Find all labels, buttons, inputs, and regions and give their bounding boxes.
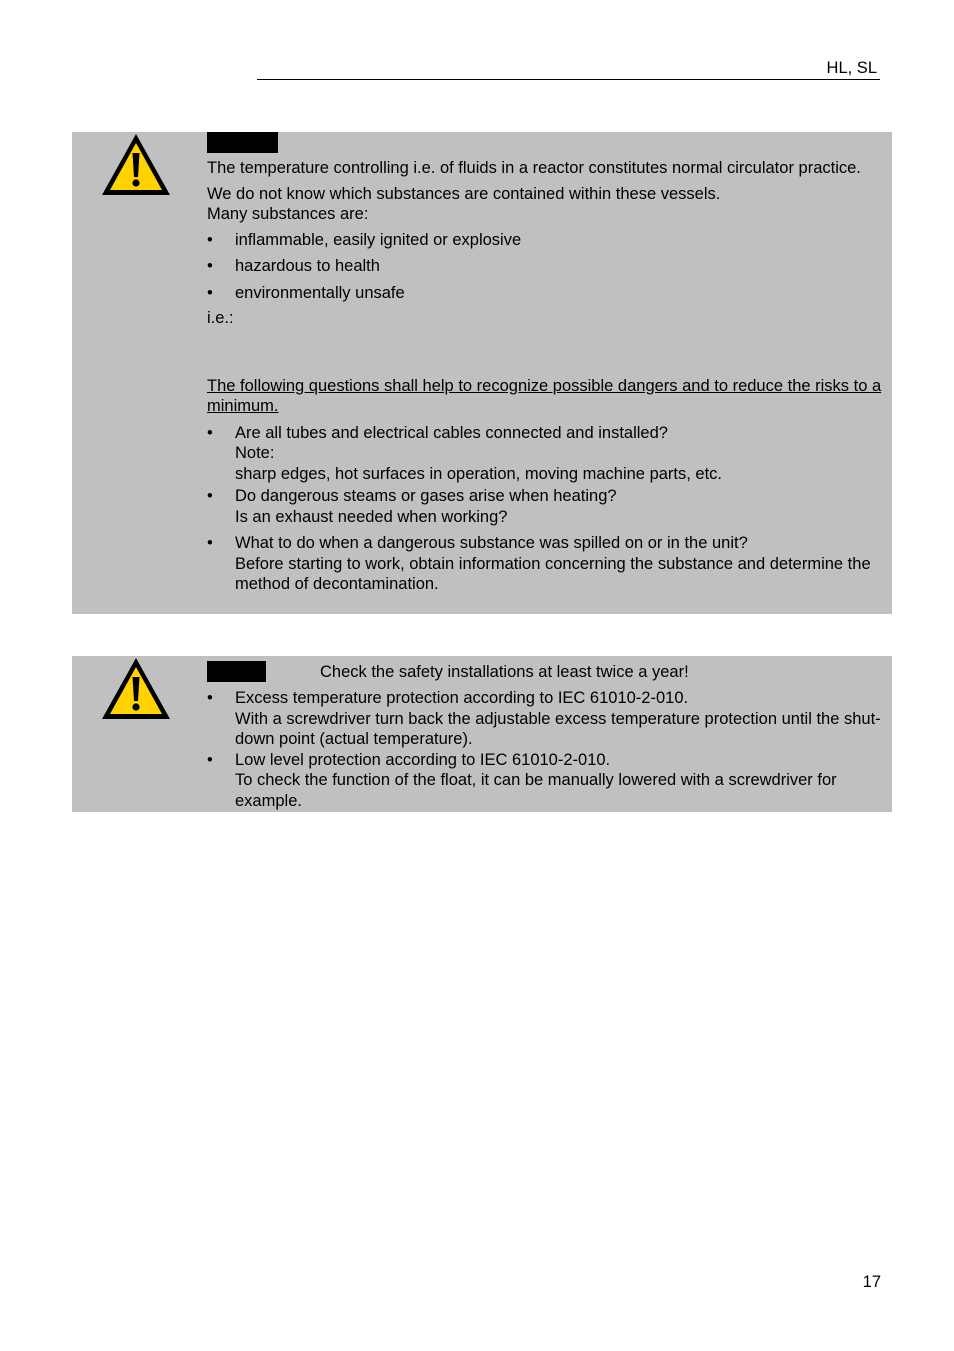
warning-line-many: Many substances are: [207,205,369,223]
warning-line-substances: We do not know which substances are contained within these vessels. [207,184,721,203]
list-item: • Do dangerous steams or gases arise when heating? Is an exhaust needed when working? [207,487,617,526]
ie-label: i.e.: [207,309,234,327]
list-item: • inflammable, easily ignited or explosive [207,230,522,249]
warning-panel-safety-check [72,656,892,812]
questions-list [207,423,882,595]
safety-check-list [207,688,884,811]
warning-panel-general [72,132,892,614]
list-item: • What to do when a dangerous substance was spilled on or in the unit? Before starting to work, obtain information concerning the substance and determine the method of decontamination. [207,534,871,593]
warning-triangle-icon [100,656,172,722]
list-item: • Low level protection according to IEC 61010-2-010. To check the function of the float, it can be manually lowered with a screwdriver for example. [207,750,837,810]
warning-label-bar [207,661,266,682]
list-item: • environmentally unsafe [207,283,405,302]
list-item: • hazardous to health [207,257,380,275]
header-rule [257,79,880,80]
header-label: HL, SL [826,59,877,77]
warning-label-bar [207,132,278,153]
substance-properties-list [207,230,882,304]
questions-intro: The following questions shall help to recognize possible dangers and to reduce the risks to a minimum. [207,376,882,415]
list-item: • Excess temperature protection according to IEC 61010-2-010. With a screwdriver turn back the adjustable excess temperature protection until the shut-down point (actual temperature). [207,689,881,748]
page-number: 17 [862,1273,881,1291]
safety-check-title: Check the safety installations at least twice a year! [320,663,689,681]
list-item: • Are all tubes and electrical cables connected and installed? Note: sharp edges, hot surfaces in operation, moving machine parts, etc. [207,423,723,483]
warning-intro: The temperature controlling i.e. of fluids in a reactor constitutes normal circulator practice. [207,159,861,177]
warning-triangle-icon [100,132,172,198]
